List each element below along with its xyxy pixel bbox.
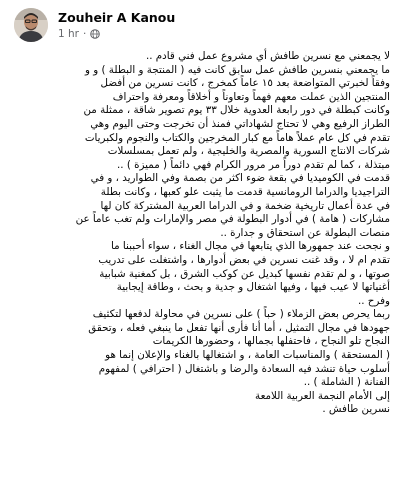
post-text-line: ربما يحرص بعض الزملاء ( حباً ) على نسرين في محاولة لدفعها لتكثيف bbox=[92, 308, 390, 321]
post-text-line: التراجيديا والدراما الرومانسية قدمت ما يثبت علو كعبها ، وكانت بطلة bbox=[100, 185, 390, 198]
post-text-line: في عدة أعمال تاريخية ضخمة و في الدراما العربية المشتركة كان لها bbox=[100, 199, 390, 212]
post-text-line: تقدم ام لا ، وقد غنت نسرين في بعض أدوارها ، واشتغلت على تدريب bbox=[98, 253, 390, 266]
post-time[interactable]: 1 hr bbox=[58, 27, 79, 40]
post-text-line: قدمت في الكوميديا في بقعة ضوء اكثر من بصمة وفي الطواريد ، و في bbox=[90, 172, 390, 185]
meta-separator: · bbox=[83, 27, 87, 40]
post-text-line: منصات البطولة عن استحقاق و جدارة .. bbox=[220, 226, 390, 239]
post-meta bbox=[58, 27, 100, 40]
post-text-line: و نجحت عند جمهورها الذي يتابعها في مجال الغناء ، سواء أحببنا ما bbox=[110, 240, 390, 253]
globe-icon[interactable] bbox=[90, 29, 100, 39]
author-name[interactable]: Zouheir A Kanou bbox=[58, 10, 176, 25]
post-text-line: وكانت كبطلة في دور رابعة العدوية خلال ٣٣ يوم تصوير شاقة ، ممثلة من bbox=[83, 104, 390, 117]
post-text-line: مشاركات ( هامة ) في أدوار البطولة في مصر والإمارات ولم تغب عاماً عن bbox=[75, 213, 390, 226]
post-text-line: تقدم في كل عام عملاً هاماً مع كبار المخرجين والكتاب والنجوم ولكبريات bbox=[84, 131, 390, 144]
author-avatar[interactable] bbox=[14, 8, 48, 42]
post-text-line: نسرين طافش . bbox=[322, 403, 390, 416]
post-text-line: النجاح تلو النجاح ، فاحتفلها بجمالها ، وحضورها الكريمات bbox=[152, 335, 390, 348]
author-photo bbox=[14, 8, 48, 42]
post-body bbox=[12, 50, 390, 417]
post-text-line: صوتها ، و لم تقدم نفسها كبديل عن كوكب الشرق ، بل كمغنية شبابية bbox=[99, 267, 390, 280]
post-text-line: ( المستحقة ) والمناسبات العامة ، و اشتغالها بالغناء والإعلان إنما هو bbox=[105, 349, 390, 362]
post-header bbox=[14, 8, 386, 42]
post-text-line: جهودها في مجال التمثيل ، أما أنا فأرى أنها تفعل ما ينبغي فعله ، وتحقق bbox=[88, 321, 390, 334]
post-text-line: لا يجمعني مع نسرين طافش أي مشروع عمل فني قادم .. bbox=[145, 50, 390, 62]
post-text-line: الطراز الرفيع وهي لا تحتاج لشهاداتي فمنذ أن تخرجت وحتى اليوم وهي bbox=[90, 117, 390, 130]
post-text-line: أغنياتها لا عيب فيها ، وفيها اشتغال و جدية و بحث ، وطاقة إيجابية bbox=[116, 281, 390, 294]
post-text-line: أسلوب حياة تنشد فيه السعادة والرضا و باشتغال ( احترافي ) لمفهوم bbox=[98, 362, 390, 375]
post-text-line: الفنانة ( الشاملة ) .. bbox=[303, 376, 390, 389]
post-text-line: وفقاً لخبرتي المتواضعة بعد ١٥ عاماً كمخرج ، كانت نسرين من أفضل bbox=[100, 77, 390, 90]
post-text-line: شركات الانتاج السورية والمصرية والخليجية ، ولم تعمل بمسلسلات bbox=[107, 145, 390, 158]
post-text-line: مبتذلة ، كما لم تقدم دوراً مر مرور الكرام فهي دائماً ( مميزة ) .. bbox=[117, 158, 390, 171]
post-text-line: إلى الأمام النجمة العربية اللامعة bbox=[255, 389, 390, 402]
post-text-line: ما يجمعني بنسرين طافش عمل سابق كانت فيه ( المنتجة و البطلة ) و و bbox=[85, 63, 390, 76]
post-text-line: وفرح .. bbox=[357, 294, 390, 307]
post-text-line: المنتجين الذين عملت معهم فهماً وتعاوناً و أخلاقاً ومعرفة واحتراف bbox=[112, 90, 390, 103]
